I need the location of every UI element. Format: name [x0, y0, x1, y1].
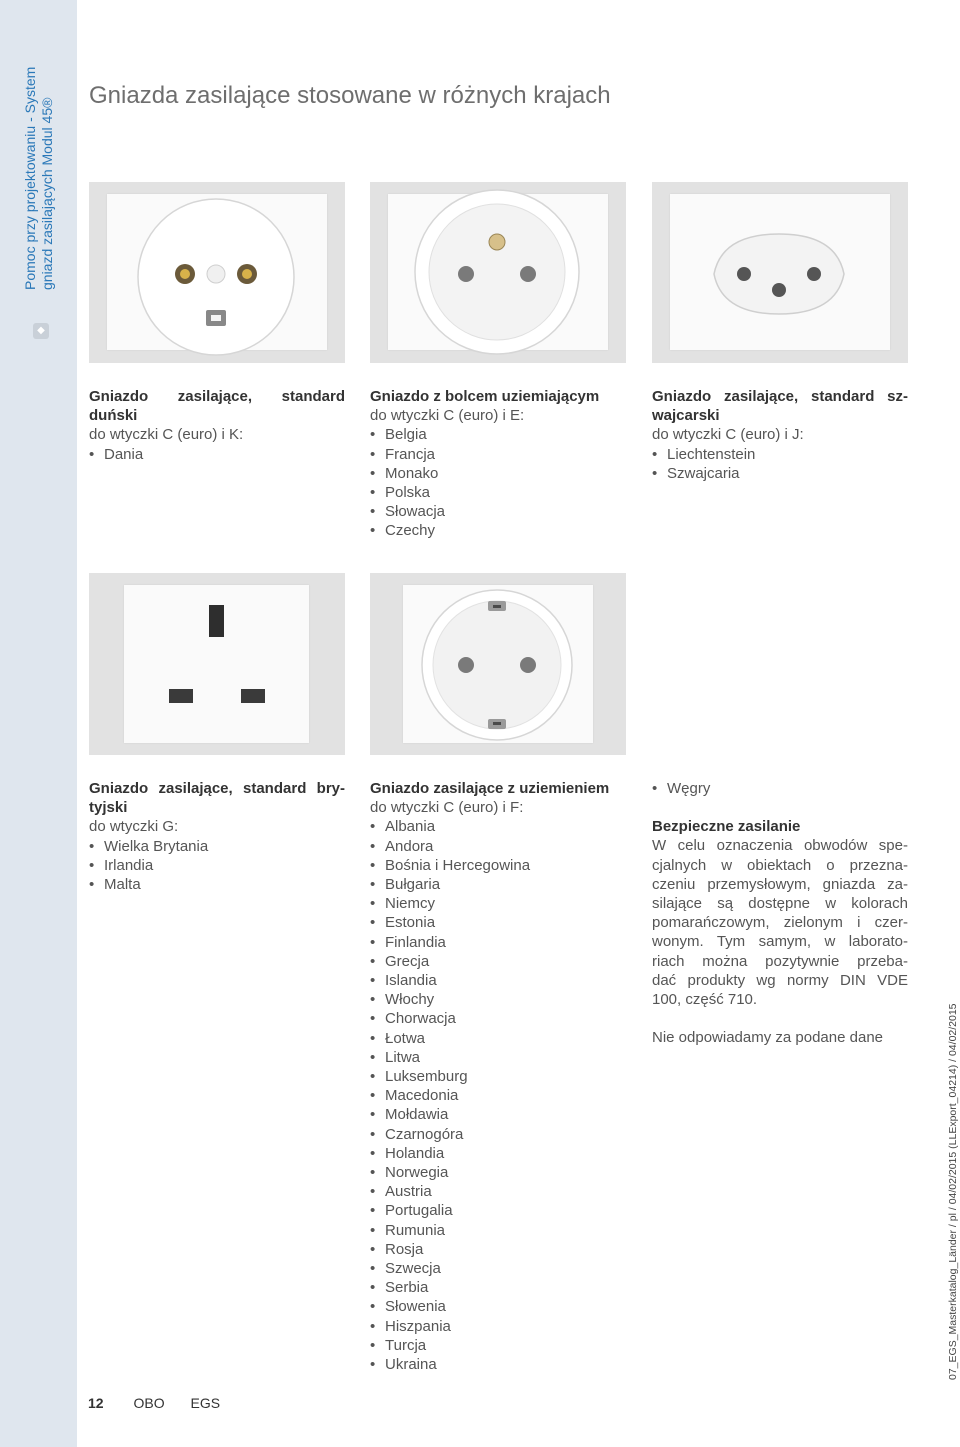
swiss-socket-description [652, 387, 908, 483]
safety-line: riach można pozytywnie przeba- [652, 952, 908, 970]
page-number: 12 [88, 1395, 104, 1411]
danish-socket-description [89, 387, 345, 464]
list-item: • Szwecja [370, 1259, 626, 1278]
list-item: • Portugalia [370, 1201, 626, 1220]
list-item: • Austria [370, 1182, 626, 1201]
french-socket-plug: do wtyczki C (euro) i E: [370, 407, 525, 425]
list-item: • Andora [370, 837, 626, 856]
safety-line: cjalnych w obiektach o przezna- [652, 856, 908, 874]
list-item: • Bułgaria [370, 875, 626, 894]
list-item: • Bośnia i Hercegowina [370, 856, 626, 875]
list-item: • Dania [89, 445, 345, 464]
list-item: • Liechtenstein [652, 445, 908, 464]
list-item: • Holandia [370, 1144, 626, 1163]
footer-section: EGS [190, 1395, 221, 1411]
list-item: • Turcja [370, 1336, 626, 1355]
list-item: • Mołdawia [370, 1105, 626, 1124]
safety-line: W celu oznaczenia obwodów spe- [652, 837, 908, 855]
danish-socket-countries [89, 445, 345, 464]
schuko-socket-plug: do wtyczki C (euro) i F: [370, 799, 524, 817]
swiss-socket-heading-line2: wajcarski [652, 407, 720, 425]
list-item: • Słowacja [370, 502, 626, 521]
danish-socket-image [89, 182, 345, 363]
list-item: • Francja [370, 445, 626, 464]
safety-paragraph [652, 836, 908, 1009]
list-item: • Rumunia [370, 1221, 626, 1240]
list-item: • Szwajcaria [652, 464, 908, 483]
danish-socket-heading-line2: duński [89, 407, 138, 425]
french-socket-countries [370, 425, 626, 540]
danish-socket-plug: do wtyczki C (euro) i K: [89, 426, 244, 444]
french-socket-heading: Gniazdo z bolcem uziemiającym [370, 388, 600, 405]
swiss-socket-image [652, 182, 908, 363]
list-item: • Estonia [370, 913, 626, 932]
list-item: • Islandia [370, 971, 626, 990]
british-socket-plug: do wtyczki G: [89, 818, 179, 836]
list-item: • Wielka Brytania [89, 837, 345, 856]
list-item: • Niemcy [370, 894, 626, 913]
sidebar-title-line1: Pomoc przy projektowaniu - System [22, 66, 38, 290]
list-item: • Czechy [370, 521, 626, 540]
french-socket-image [370, 182, 626, 363]
list-item: • Grecja [370, 952, 626, 971]
british-socket-icon [89, 573, 345, 755]
schuko-socket-icon [370, 573, 626, 755]
swiss-socket-heading: Gniazdo zasilające, standard sz- [652, 388, 908, 405]
schuko-socket-countries [370, 817, 626, 1374]
list-item: • Czarnogóra [370, 1125, 626, 1144]
schuko-socket-heading: Gniazdo zasilające z uziemieniem [370, 780, 610, 797]
british-socket-heading: Gniazdo zasilające, standard bry- [89, 780, 345, 797]
list-item: • Rosja [370, 1240, 626, 1259]
list-item: • Hiszpania [370, 1317, 626, 1336]
list-item: • Słowenia [370, 1297, 626, 1316]
sidebar [0, 0, 77, 1447]
list-item: • Ukraina [370, 1355, 626, 1374]
list-item: • Macedonia [370, 1086, 626, 1105]
safety-line: pomarańczowym, zielonym i czer- [652, 914, 908, 932]
list-item: • Chorwacja [370, 1009, 626, 1028]
british-socket-description [89, 779, 345, 894]
footer-brand: OBO [133, 1395, 165, 1411]
list-item: • Malta [89, 875, 345, 894]
list-item: • Polska [370, 483, 626, 502]
british-socket-countries [89, 837, 345, 895]
safety-line: dać produkty wg normy DIN VDE [652, 971, 908, 989]
obo-logo-icon: ◆ [33, 323, 49, 339]
french-socket-icon [370, 182, 626, 363]
list-item: • Litwa [370, 1048, 626, 1067]
schuko-socket-image [370, 573, 626, 755]
safety-line: 100, część 710. [652, 991, 758, 1009]
page-title: Gniazda zasilające stosowane w różnych krajach [89, 82, 611, 109]
list-item: • Albania [370, 817, 626, 836]
safety-line: czeniu przemysłowym, gniazda za- [652, 875, 908, 893]
danish-socket-heading: Gniazdo zasilające, standard [89, 388, 346, 405]
safety-line: wonym. Tym samym, w laborato- [652, 933, 908, 951]
schuko-socket-description [370, 779, 626, 1374]
safety-line: silające są dostępne w kolorach [652, 895, 908, 913]
swiss-socket-countries [652, 445, 908, 483]
catalog-reference: 07_EGS_Masterkatalog_Länder / pl / 04/02/2015 (LLExport_04214) / 04/02/2015 [947, 1003, 959, 1380]
swiss-socket-icon [652, 182, 908, 363]
swiss-socket-plug: do wtyczki C (euro) i J: [652, 426, 804, 444]
list-item: • Serbia [370, 1278, 626, 1297]
list-item: • Belgia [370, 425, 626, 444]
sidebar-title-line2: gniazd zasilających Modul 45® [39, 97, 55, 290]
list-item: • Włochy [370, 990, 626, 1009]
sidebar-title [22, 50, 56, 290]
french-socket-description [370, 387, 626, 541]
list-item: • Finlandia [370, 933, 626, 952]
list-item: • Monako [370, 464, 626, 483]
page-footer [88, 1395, 242, 1411]
list-item: • Norwegia [370, 1163, 626, 1182]
list-item: • Łotwa [370, 1029, 626, 1048]
continued-countries [652, 779, 908, 798]
list-item: • Węgry [652, 779, 908, 798]
danish-socket-icon [89, 182, 345, 363]
safety-heading: Bezpieczne zasilanie [652, 818, 801, 836]
british-socket-heading-line2: tyjski [89, 799, 128, 817]
list-item: • Irlandia [89, 856, 345, 875]
safety-column [652, 779, 908, 1047]
list-item: • Luksemburg [370, 1067, 626, 1086]
disclaimer: Nie odpowiadamy za podane dane [652, 1029, 883, 1047]
british-socket-image [89, 573, 345, 755]
